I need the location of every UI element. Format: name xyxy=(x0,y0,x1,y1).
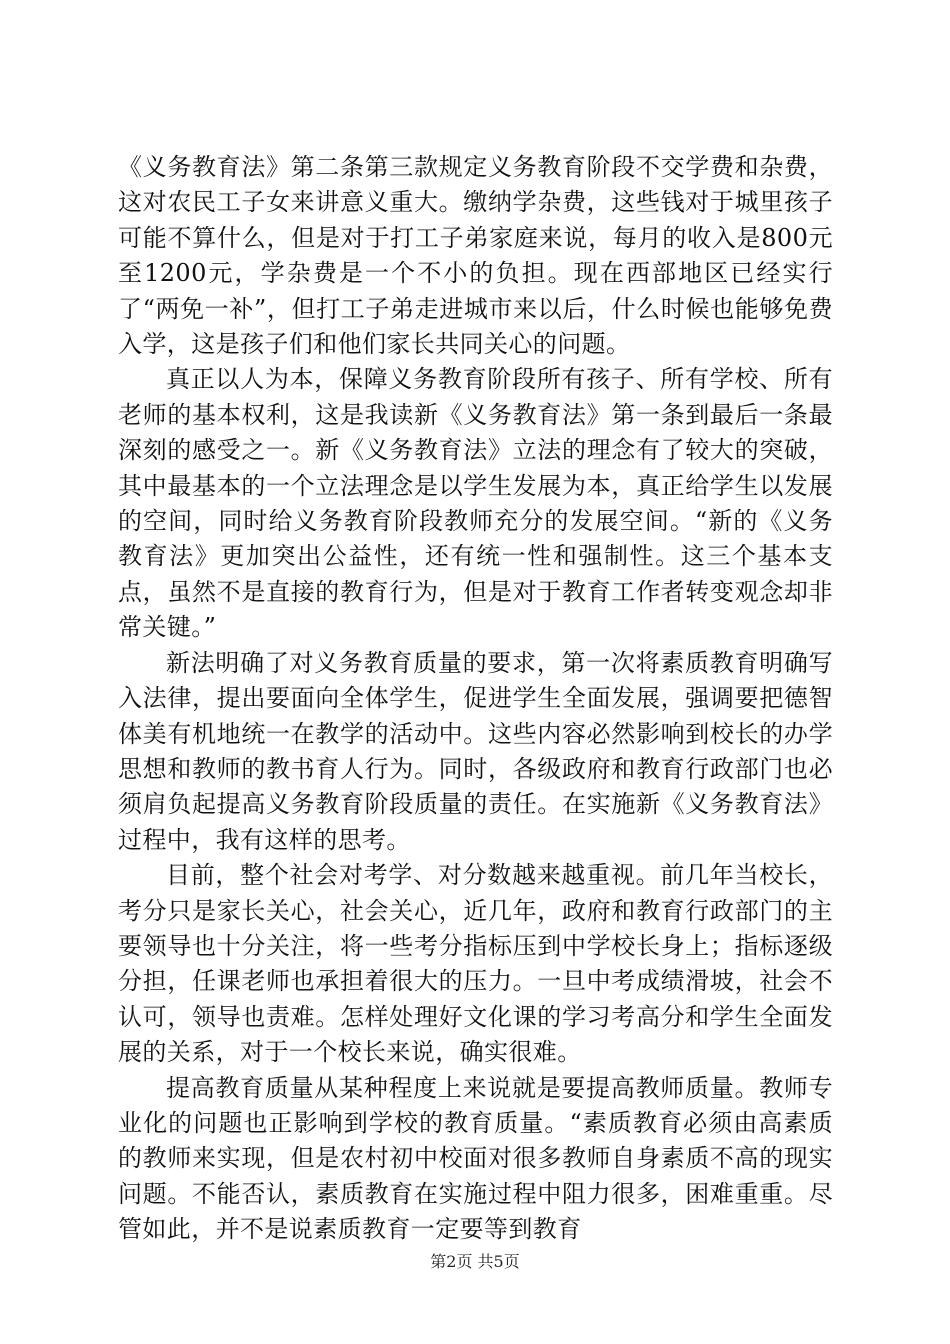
paragraph-5: 提高教育质量从某种程度上来说就是要提高教师质量。教师专业化的问题也正影响到学校的教育质量。“素质教育必须由高素质的教师来实现，但是农村初中校面对很多教师自身素质不高的现实问题。不能否认，素质教育在实施过程中阻力很多，困难重重。尽管如此，并不是说素质教育一定要等到教育 xyxy=(118,1073,833,1244)
paragraph-3: 新法明确了对义务教育质量的要求，第一次将素质教育明确写入法律，提出要面向全体学生，促进学生全面发展，强调要把德智体美有机地统一在教学的活动中。这些内容必然影响到校长的办学思想和教师的教书育人行为。同时，各级政府和教育行政部门也必须肩负起提高义务教育阶段质量的责任。在实施新《义务教育法》过程中，我有这样的思考。 xyxy=(118,648,833,854)
document-body xyxy=(118,150,833,1248)
paragraph-1: 《义务教育法》第二条第三款规定义务教育阶段不交学费和杂费，这对农民工子女来讲意义重大。缴纳学杂费，这些钱对于城里孩子可能不算什么，但是对于打工子弟家庭来说，每月的收入是800元至1200元，学杂费是一个不小的负担。现在西部地区已经实行了“两免一补”，但打工子弟走进城市来以后，什么时候也能够免费入学，这是孩子们和他们家长共同关心的问题。 xyxy=(118,153,833,359)
page-number-footer: 第2页 共5页 xyxy=(430,1252,520,1271)
paragraph-4: 目前，整个社会对考学、对分数越来越重视。前几年当校长，考分只是家长关心，社会关心，近几年，政府和教育行政部门的主要领导也十分关注，将一些考分指标压到中学校长身上；指标逐级分担，任课老师也承担着很大的压力。一旦中考成绩滑坡，社会不认可，领导也责难。怎样处理好文化课的学习考高分和学生全面发展的关系，对于一个校长来说，确实很难。 xyxy=(118,861,833,1067)
paragraph-2: 真正以人为本，保障义务教育阶段所有孩子、所有学校、所有老师的基本权利，这是我读新《义务教育法》第一条到最后一条最深刻的感受之一。新《义务教育法》立法的理念有了较大的突破，其中最基本的一个立法理念是以学生发展为本，真正给学生以发展的空间，同时给义务教育阶段教师充分的发展空间。“新的《义务教育法》更加突出公益性，还有统一性和强制性。这三个基本支点，虽然不是直接的教育行为，但是对于教育工作者转变观念却非常关键。” xyxy=(118,365,833,642)
